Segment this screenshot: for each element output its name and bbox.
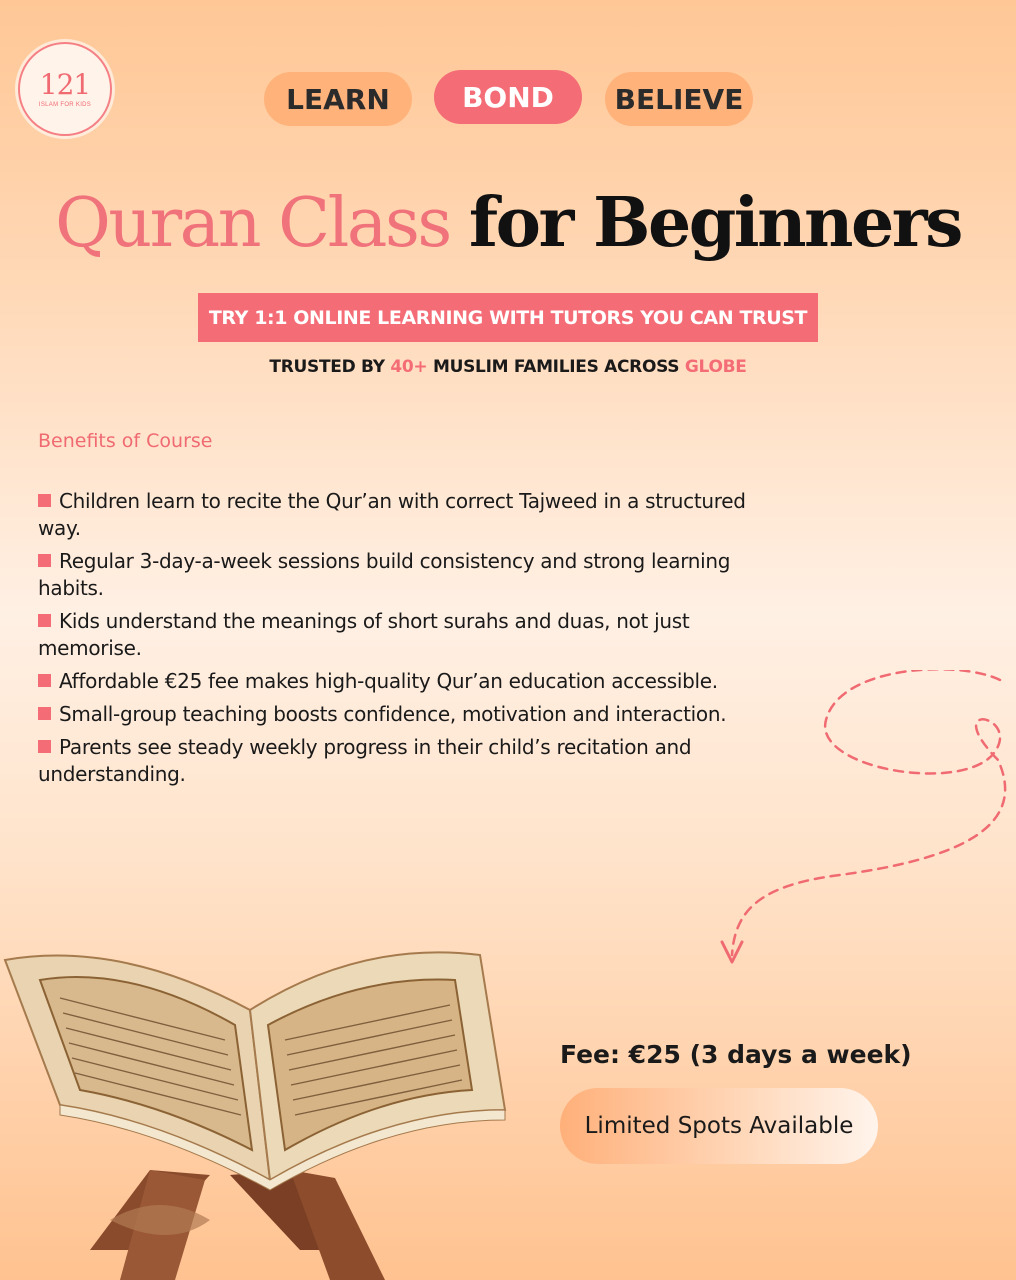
bullet-icon <box>38 494 51 507</box>
trust-middle: MUSLIM FAMILIES ACROSS <box>427 357 685 377</box>
benefit-item <box>38 608 778 662</box>
title-rest: for Beginners <box>468 183 961 263</box>
benefit-item <box>38 701 778 728</box>
benefit-text: Kids understand the meanings of short surahs and duas, not just memorise. <box>38 609 690 660</box>
learn-pill: LEARN <box>264 72 412 126</box>
bullet-icon <box>38 554 51 567</box>
benefit-item <box>38 488 778 542</box>
trust-statement <box>0 357 1016 377</box>
benefit-text: Regular 3-day-a-week sessions build consistency and strong learning habits. <box>38 549 731 600</box>
benefit-item <box>38 668 778 695</box>
bullet-icon <box>38 707 51 720</box>
believe-pill: BELIEVE <box>605 72 753 126</box>
benefit-text: Affordable €25 fee makes high-quality Qur’an education accessible. <box>59 669 718 693</box>
benefit-text: Small-group teaching boosts confidence, motivation and interaction. <box>59 702 727 726</box>
quran-on-stand-icon <box>0 920 520 1280</box>
dashed-arrow-icon <box>700 670 1016 980</box>
bond-pill: BOND <box>434 70 582 124</box>
logo-number: 121 <box>39 67 91 101</box>
brand-logo <box>18 42 112 136</box>
tagline-banner: TRY 1:1 ONLINE LEARNING WITH TUTORS YOU CAN TRUST <box>198 293 818 342</box>
benefits-heading: Benefits of Course <box>38 430 213 452</box>
page-title <box>0 183 1016 263</box>
trust-count: 40+ <box>390 357 428 377</box>
bullet-icon <box>38 614 51 627</box>
benefits-list <box>38 488 778 794</box>
benefit-item <box>38 548 778 602</box>
logo-tagline: ISLAM FOR KIDS <box>38 101 92 108</box>
trust-prefix: TRUSTED BY <box>269 357 391 377</box>
trust-place: GLOBE <box>684 357 747 377</box>
fee-text: Fee: €25 (3 days a week) <box>560 1040 912 1069</box>
benefit-text: Parents see steady weekly progress in their child’s recitation and understanding. <box>38 735 692 786</box>
limited-spots-button[interactable]: Limited Spots Available <box>560 1088 878 1164</box>
benefit-text: Children learn to recite the Qur’an with correct Tajweed in a structured way. <box>38 489 746 540</box>
bullet-icon <box>38 674 51 687</box>
title-highlight: Quran Class <box>55 184 450 263</box>
bullet-icon <box>38 740 51 753</box>
benefit-item <box>38 734 778 788</box>
